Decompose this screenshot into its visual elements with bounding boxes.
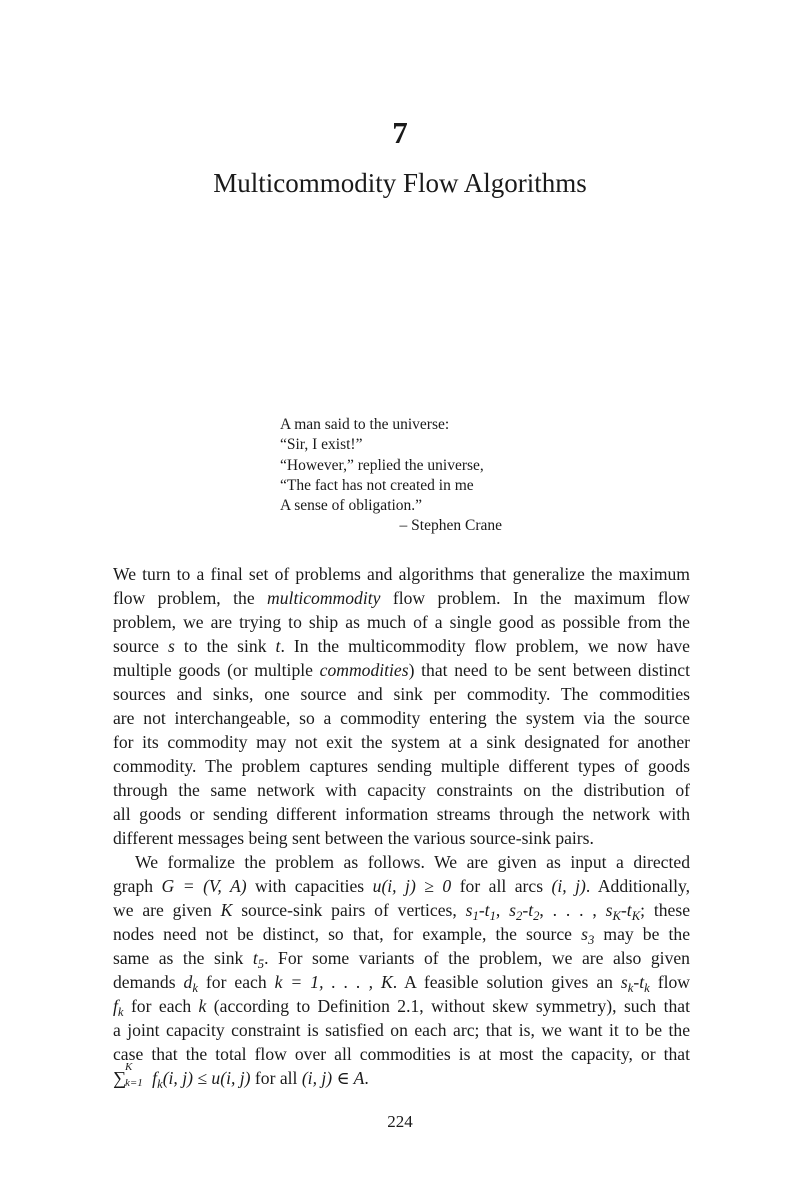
chapter-number: 7 <box>392 115 408 150</box>
math-symbol: $d_k$ <box>183 972 198 995</box>
paragraph-2 <box>113 850 690 1090</box>
math-symbol: $s_3$ <box>581 924 595 947</box>
epigraph-line: “Sir, I exist!” <box>280 436 363 454</box>
math-expression: (i, j) ≤ u(i, j) <box>162 1068 251 1088</box>
text-line: for its commodity may not exit the system at a sink designated for another <box>113 732 690 752</box>
emphasis: commodities <box>319 660 409 680</box>
text-line: multiple goods (or multiple commodities) that need to be sent between distinct <box>113 660 690 680</box>
math-expression: k = 1, . . . , K <box>274 972 393 992</box>
math-symbol: $t_5$ <box>252 948 265 971</box>
math-expression: $f_k$ <box>152 1068 163 1091</box>
text-line: demands $d_k$ for each k = 1, . . . , K. A feasible solution gives an $s_k-t_k$ flow <box>113 972 691 995</box>
math-expression: (i, j) <box>551 876 586 896</box>
text-line: sources and sinks, one source and sink per commodity. The commodities <box>113 684 690 704</box>
math-symbol: t <box>275 636 281 656</box>
text-line: problem, we are trying to ship as much of a single good as possible from the <box>113 612 690 632</box>
text-line: are not interchangeable, so a commodity entering the system via the source <box>113 708 690 728</box>
math-symbol: $f_k$ <box>113 996 124 1019</box>
text-line: through the same network with capacity constraints on the distribution of <box>113 780 690 800</box>
chapter-title: Multicommodity Flow Algorithms <box>213 168 587 198</box>
text-line: all goods or sending different information streams through the network with <box>113 804 690 824</box>
math-expression: $s_1-t_1$, $s_2-t_2$, . . . , $s_K-t_K$ <box>465 900 641 923</box>
math-expression: G = (V, A) <box>161 876 247 896</box>
text-line: We turn to a final set of problems and algorithms that generalize the maximum <box>113 564 690 584</box>
math-expression: (i, j) ∈ A <box>301 1068 365 1088</box>
text-line: case that the total flow over all commodities is at most the capacity, or that <box>113 1044 690 1064</box>
emphasis: multicommodity <box>267 588 381 608</box>
text-line: different messages being sent between the various source-sink pairs. <box>113 828 594 848</box>
page-number: 224 <box>387 1112 413 1131</box>
text-line: nodes need not be distinct, so that, for example, the source $s_3$ may be the <box>113 924 690 947</box>
epigraph-line: A man said to the universe: <box>280 416 450 433</box>
text-line: commodity. The problem captures sending multiple different types of goods <box>113 756 690 776</box>
text-line: a joint capacity constraint is satisfied on each arc; that is, we want it to be the <box>113 1020 690 1040</box>
text-line: same as the sink $t_5$. For some variants of the problem, we are also given <box>113 948 690 971</box>
epigraph-line: A sense of obligation.” <box>280 497 423 515</box>
summation-symbol: ∑ K k=1 <box>113 1061 143 1089</box>
math-symbol: $s_k-t_k$ <box>620 972 650 995</box>
math-expression: u(i, j) ≥ 0 <box>372 876 452 896</box>
body-text <box>113 562 690 1090</box>
text-line: We formalize the problem as follows. We are given as input a directed <box>135 852 690 872</box>
math-symbol: k <box>198 996 207 1016</box>
text-line: graph G = (V, A) with capacities u(i, j) ≥ 0 for all arcs (i, j). Additionally, <box>113 876 691 896</box>
text-line: flow problem, the multicommodity flow problem. In the maximum flow <box>113 588 690 608</box>
epigraph-attribution: – Stephen Crane <box>399 517 502 535</box>
text-line: ∑ K k=1 $f_k(i$, j) ≤ u(i, j) for all (i, j) ∈ A. <box>113 1061 369 1091</box>
epigraph-line: “The fact has not created in me <box>280 476 474 494</box>
math-symbol: K <box>220 900 233 920</box>
text-line: we are given K source-sink pairs of vertices, $s_1-t_1$, $s_2-t_2$, . . . , $s_K-t_K$; these <box>113 900 691 923</box>
paragraph-1 <box>113 562 690 850</box>
epigraph <box>280 415 502 537</box>
math-symbol: s <box>167 636 175 656</box>
text-line: source s to the sink t. In the multicommodity flow problem, we now have <box>113 636 690 656</box>
epigraph-line: “However,” replied the universe, <box>280 456 484 474</box>
text-line: $f_k$ for each k (according to Definition 2.1, without skew symmetry), such that <box>113 996 691 1019</box>
